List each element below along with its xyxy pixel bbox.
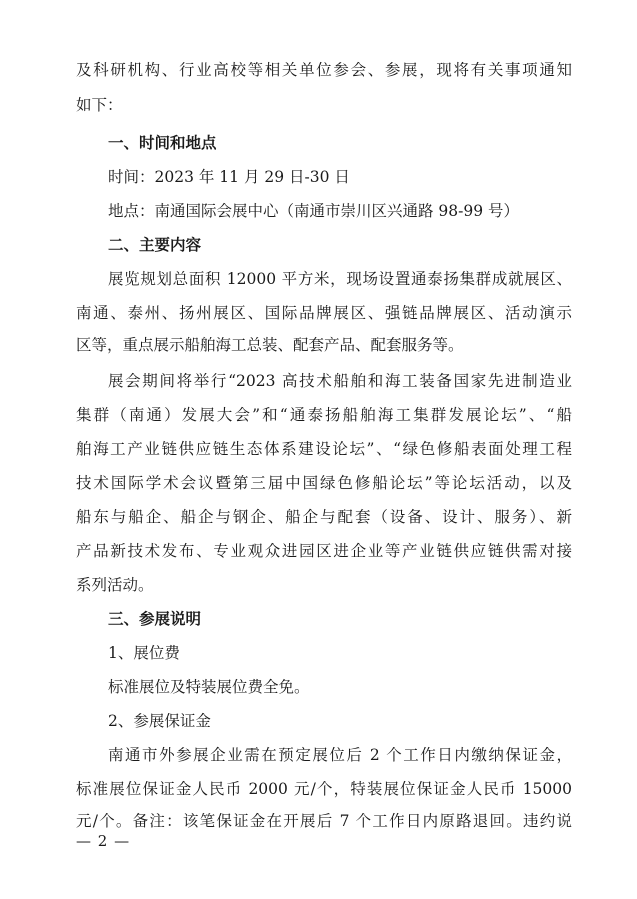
paragraph-line: 如下：	[76, 96, 123, 114]
paragraph-line: 展览规划总面积 12000 平方米，现场设置通泰扬集群成就展区、	[108, 270, 572, 288]
paragraph-line: 标准展位保证金人民币 2000 元/个，特装展位保证金人民币 15000	[76, 780, 572, 798]
time-line: 时间：2023 年 11 月 29 日-30 日	[108, 168, 350, 186]
location-line: 地点：南通国际会展中心（南通市崇川区兴通路 98-99 号）	[108, 202, 520, 220]
section-heading-time-place: 一、时间和地点	[108, 134, 217, 152]
paragraph-line: 舶海工产业链供应链生态体系建设论坛”、“绿色修船表面处理工程	[76, 440, 572, 458]
paragraph-line: 南通市外参展企业需在预定展位后 2 个工作日内缴纳保证金，	[108, 746, 572, 764]
paragraph-line: 船东与船企、船企与钢企、船企与配套（设备、设计、服务）、新	[76, 508, 572, 526]
paragraph-line: 标准展位及特装展位费全免。	[108, 678, 310, 696]
section-heading-exhibition-notes: 三、参展说明	[108, 610, 202, 628]
paragraph-line: 及科研机构、行业高校等相关单位参会、参展，现将有关事项通知	[76, 61, 572, 79]
paragraph-line: 南通、泰州、扬州展区、国际品牌展区、强链品牌展区、活动演示	[76, 304, 572, 322]
subheading-deposit: 2、参展保证金	[108, 712, 211, 730]
paragraph-line: 产品新技术发布、专业观众进园区进企业等产业链供应链供需对接	[76, 542, 572, 560]
page-number: — 2 —	[76, 832, 131, 850]
section-heading-main-content: 二、主要内容	[108, 236, 202, 254]
paragraph-line: 集群（南通）发展大会”和“通泰扬船舶海工集群发展论坛”、“船	[76, 406, 572, 424]
paragraph-line: 区等，重点展示船舶海工总装、配套产品、配套服务等。	[76, 336, 464, 354]
paragraph-line: 技术国际学术会议暨第三届中国绿色修船论坛”等论坛活动，以及	[76, 474, 572, 492]
paragraph-line: 系列活动。	[76, 576, 154, 594]
subheading-booth-fee: 1、展位费	[108, 644, 180, 662]
paragraph-line: 元/个。备注：该笔保证金在开展后 7 个工作日内原路退回。违约说	[76, 812, 572, 830]
paragraph-line: 展会期间将举行“2023 高技术船舶和海工装备国家先进制造业	[108, 372, 572, 390]
